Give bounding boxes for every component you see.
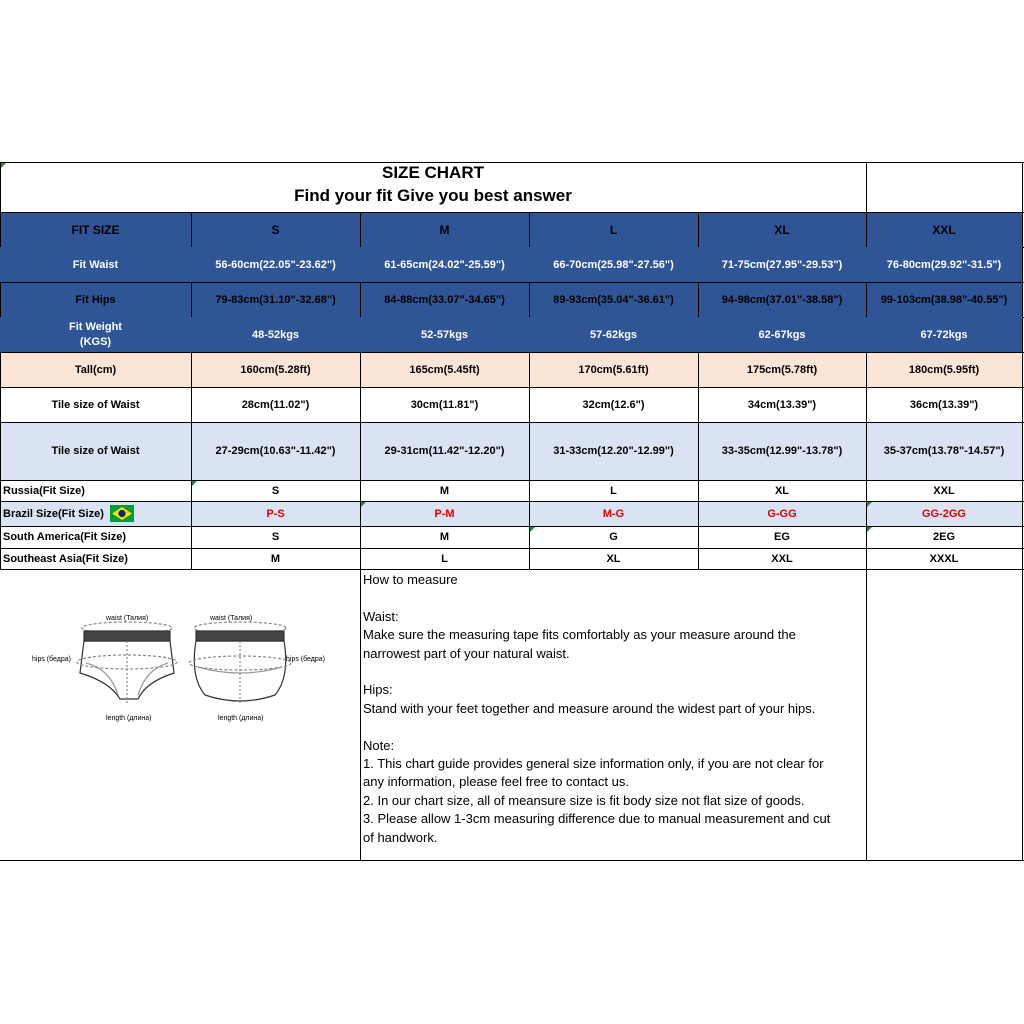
region-size-value: M xyxy=(270,552,281,565)
region-size-value: 2EG xyxy=(932,531,955,543)
length-label: length (длина) xyxy=(106,715,152,722)
note-line: of handwork. xyxy=(363,829,438,845)
region-size-value: GG-2GG xyxy=(921,507,966,520)
cell-corner-marker xyxy=(192,481,197,486)
region-label-text: South America(Fit Size) xyxy=(3,531,127,543)
measure-value: 35-37cm(13.78"-14.57") xyxy=(883,445,1005,457)
region-size-value: XXL xyxy=(933,484,955,497)
measure-value: 48-52kgs xyxy=(191,317,360,352)
region-size-value: L xyxy=(610,484,617,497)
measure-value: 62-67kgs xyxy=(698,317,866,352)
measure-value: 66-70cm(25.98"-27.56") xyxy=(529,247,698,282)
region-size-value: M xyxy=(439,531,450,543)
measure-value: 79-83cm(31.10"-32.68") xyxy=(215,293,336,306)
region-size-value: S xyxy=(271,484,280,497)
region-label xyxy=(0,548,191,569)
region-size-value: P-M xyxy=(434,507,455,520)
region-size-value: L xyxy=(441,552,448,565)
measure-value: 76-80cm(29.92"-31.5") xyxy=(866,247,1022,282)
size-header-xl: XL xyxy=(774,222,790,237)
note-line: any information, please feel free to contact us. xyxy=(363,774,629,790)
region-size-value: P-S xyxy=(266,507,285,520)
region-size-value: G-GG xyxy=(767,507,797,520)
grid-line-v xyxy=(1022,162,1023,860)
measure-value: 71-75cm(27.95"-29.53") xyxy=(698,247,866,282)
grid-line-h xyxy=(0,569,1024,570)
measure-value: 57-62kgs xyxy=(529,317,698,352)
region-label-text: Russia(Fit Size) xyxy=(3,484,85,497)
region-size-value: XL xyxy=(774,484,790,497)
measure-value: 27-29cm(10.63"-11.42") xyxy=(215,445,336,457)
region-size-value: M xyxy=(439,484,450,497)
region-label-text: Southeast Asia(Fit Size) xyxy=(3,552,128,565)
waist-label: waist (Талия) xyxy=(210,615,253,622)
region-size-value: XL xyxy=(606,552,621,565)
measure-value: 160cm(5.28ft) xyxy=(240,363,311,376)
measure-value: 34cm(13.39") xyxy=(747,398,817,411)
measure-value: 67-72kgs xyxy=(866,317,1022,352)
size-header-m: M xyxy=(439,222,450,237)
row-label: Fit Hips xyxy=(75,293,116,306)
fit-size-header: FIT SIZE xyxy=(71,222,120,237)
note-line: 1. This chart guide provides general size information only, if you are not clear for xyxy=(363,756,824,772)
measure-value: 84-88cm(33.07"-34.65") xyxy=(384,293,505,306)
region-size-value: M-G xyxy=(602,507,625,520)
chart-subtitle: Find your fit Give you best answer xyxy=(294,186,572,205)
note-line: 2. In our chart size, all of meansure size is fit body size not flat size of goods. xyxy=(363,792,805,808)
note-line: Waist: xyxy=(363,608,399,624)
cell-corner-marker xyxy=(530,527,535,532)
measure-value: 33-35cm(12.99"-13.78") xyxy=(721,445,843,457)
cell-corner-marker xyxy=(361,502,366,507)
measure-value: 56-60cm(22.05"-23.62") xyxy=(191,247,360,282)
region-size-value: EG xyxy=(774,531,790,543)
measure-value: 32cm(12.6") xyxy=(582,398,645,411)
size-header-l: L xyxy=(609,222,618,237)
hips-label: hips (бедра) xyxy=(32,656,71,663)
how-to-measure-notes xyxy=(363,571,863,847)
chart-title: SIZE CHART xyxy=(382,163,484,182)
note-line: Make sure the measuring tape fits comfortably as your measure around the xyxy=(363,627,796,643)
region-label xyxy=(0,501,191,526)
row-label: Tile size of Waist xyxy=(51,445,140,457)
region-size-value: S xyxy=(271,531,280,543)
note-line xyxy=(363,718,863,736)
note-line: Stand with your feet together and measure around the widest part of your hips. xyxy=(363,700,816,716)
region-label xyxy=(0,480,191,501)
measure-value: 31-33cm(12.20"-12.99") xyxy=(553,445,674,457)
size-chart-sheet xyxy=(0,162,1024,860)
note-line xyxy=(363,589,863,607)
measure-value: 29-31cm(11.42"-12.20") xyxy=(384,445,505,457)
note-line xyxy=(363,663,863,681)
note-line: narrowest part of your natural waist. xyxy=(363,645,570,661)
region-size-value: XXL xyxy=(771,552,793,565)
measure-value: 170cm(5.61ft) xyxy=(578,363,649,376)
row-label: Tall(cm) xyxy=(74,363,117,376)
measure-value: 175cm(5.78ft) xyxy=(746,363,818,376)
garment-diagram xyxy=(0,607,358,757)
region-size-value: G xyxy=(609,531,618,543)
row-label-line: Fit Weight xyxy=(69,320,122,333)
measure-value: 30cm(11.81") xyxy=(410,398,479,411)
note-line: How to measure xyxy=(363,572,458,587)
brazil-flag-icon xyxy=(110,505,134,522)
cell-corner-marker xyxy=(867,527,872,532)
size-header-xxl: XXL xyxy=(932,222,956,237)
measure-value: 94-98cm(37.01"-38.58") xyxy=(721,293,843,306)
row-label: Fit Waist xyxy=(0,247,191,282)
cell-corner-marker xyxy=(1,163,6,168)
note-line: Hips: xyxy=(363,682,393,698)
measure-value: 61-65cm(24.02"-25.59") xyxy=(360,247,529,282)
region-size-value: XXXL xyxy=(929,552,959,565)
region-label-text: Brazil Size(Fit Size) xyxy=(3,507,104,520)
measure-value: 180cm(5.95ft) xyxy=(908,363,980,376)
measure-value: 52-57kgs xyxy=(360,317,529,352)
length-label: length (длина) xyxy=(218,715,264,722)
waist-label: waist (Талия) xyxy=(106,615,149,622)
measure-value: 99-103cm(38.98"-40.55") xyxy=(880,293,1008,306)
size-header-s: S xyxy=(271,222,280,237)
measure-value: 165cm(5.45ft) xyxy=(409,363,480,376)
measure-value: 89-93cm(35.04"-36.61") xyxy=(553,293,674,306)
region-label xyxy=(0,526,191,548)
measure-value: 36cm(13.39") xyxy=(909,398,979,411)
row-label-fit-weight xyxy=(0,317,191,352)
row-label-line: (KGS) xyxy=(79,335,112,348)
grid-line-h xyxy=(0,860,1024,861)
hips-label: hips (бедра) xyxy=(286,656,325,663)
note-line: 3. Please allow 1-3cm measuring difference due to manual measurement and cut xyxy=(363,811,831,827)
cell-corner-marker xyxy=(867,502,872,507)
note-line: Note: xyxy=(363,737,395,753)
row-label: Tile size of Waist xyxy=(51,398,140,411)
measure-value: 28cm(11.02") xyxy=(241,398,310,411)
